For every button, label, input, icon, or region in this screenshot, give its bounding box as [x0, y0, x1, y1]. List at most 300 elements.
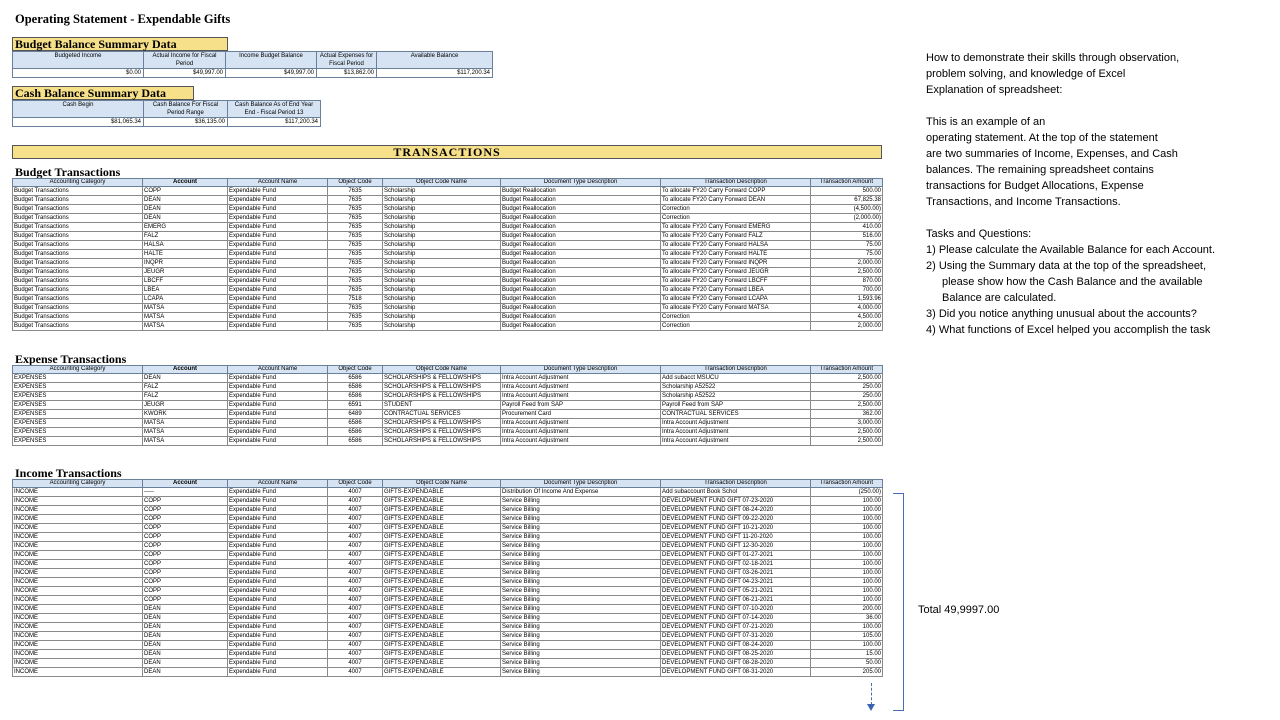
- table-cell[interactable]: INCOME: [13, 641, 143, 650]
- table-cell[interactable]: Budget Transactions: [13, 205, 143, 214]
- table-cell[interactable]: MATSA: [143, 428, 228, 437]
- table-cell[interactable]: Service Billing: [501, 587, 661, 596]
- table-cell[interactable]: DEAN: [143, 623, 228, 632]
- table-cell[interactable]: INCOME: [13, 605, 143, 614]
- table-cell[interactable]: COPP: [143, 560, 228, 569]
- table-cell[interactable]: 7635: [328, 214, 383, 223]
- table-cell[interactable]: 4007: [328, 659, 383, 668]
- table-cell[interactable]: Budget Transactions: [13, 196, 143, 205]
- table-cell[interactable]: 6586: [328, 428, 383, 437]
- table-cell[interactable]: Service Billing: [501, 542, 661, 551]
- table-cell[interactable]: INCOME: [13, 668, 143, 677]
- table-cell[interactable]: 6586: [328, 392, 383, 401]
- table-cell[interactable]: 4007: [328, 578, 383, 587]
- table-cell[interactable]: 870.00: [811, 277, 883, 286]
- table-cell[interactable]: Scholarship: [383, 250, 501, 259]
- table-cell[interactable]: 4007: [328, 641, 383, 650]
- table-cell[interactable]: KWORK: [143, 410, 228, 419]
- table-cell[interactable]: CONTRACTUAL SERVICES: [661, 410, 811, 419]
- table-cell[interactable]: 100.00: [811, 506, 883, 515]
- table-cell[interactable]: Expendable Fund: [228, 596, 328, 605]
- table-cell[interactable]: 4007: [328, 506, 383, 515]
- table-cell[interactable]: Budget Reallocation: [501, 223, 661, 232]
- table-cell[interactable]: Service Billing: [501, 614, 661, 623]
- table-cell[interactable]: Scholarship: [383, 304, 501, 313]
- table-cell[interactable]: EXPENSES: [13, 383, 143, 392]
- table-cell[interactable]: FALZ: [143, 392, 228, 401]
- table-cell[interactable]: Budget Transactions: [13, 232, 143, 241]
- table-cell[interactable]: DEVELOPMENT FUND GIFT 01-27-2021: [661, 551, 811, 560]
- table-cell[interactable]: INCOME: [13, 560, 143, 569]
- table-cell[interactable]: 7635: [328, 322, 383, 331]
- table-cell[interactable]: Expendable Fund: [228, 374, 328, 383]
- table-cell[interactable]: To allocate FY20 Carry Forward EMERG: [661, 223, 811, 232]
- table-cell[interactable]: COPP: [143, 187, 228, 196]
- table-cell[interactable]: Scholarship: [383, 277, 501, 286]
- table-cell[interactable]: Budget Transactions: [13, 250, 143, 259]
- table-cell[interactable]: COPP: [143, 569, 228, 578]
- table-cell[interactable]: Add subaccount Book Schol: [661, 488, 811, 497]
- table-cell[interactable]: DEAN: [143, 650, 228, 659]
- table-cell[interactable]: Service Billing: [501, 569, 661, 578]
- table-cell[interactable]: Scholarship: [383, 196, 501, 205]
- table-cell[interactable]: 100.00: [811, 560, 883, 569]
- table-cell[interactable]: To allocate FY20 Carry Forward JEUGR: [661, 268, 811, 277]
- table-cell[interactable]: Scholarship: [383, 214, 501, 223]
- table-cell[interactable]: (2,000.00): [811, 214, 883, 223]
- table-cell[interactable]: 4007: [328, 533, 383, 542]
- table-cell[interactable]: Scholarship: [383, 187, 501, 196]
- table-cell[interactable]: DEVELOPMENT FUND GIFT 03-26-2021: [661, 569, 811, 578]
- table-cell[interactable]: Service Billing: [501, 524, 661, 533]
- table-cell[interactable]: INCOME: [13, 515, 143, 524]
- table-cell[interactable]: SCHOLARSHIPS & FELLOWSHIPS: [383, 374, 501, 383]
- table-cell[interactable]: Service Billing: [501, 623, 661, 632]
- table-cell[interactable]: GIFTS-EXPENDABLE: [383, 623, 501, 632]
- table-cell[interactable]: DEAN: [143, 214, 228, 223]
- table-cell[interactable]: Service Billing: [501, 632, 661, 641]
- table-cell[interactable]: GIFTS-EXPENDABLE: [383, 542, 501, 551]
- table-cell[interactable]: Budget Transactions: [13, 241, 143, 250]
- table-cell[interactable]: Expendable Fund: [228, 286, 328, 295]
- table-cell[interactable]: DEVELOPMENT FUND GIFT 04-23-2021: [661, 578, 811, 587]
- table-cell[interactable]: INCOME: [13, 650, 143, 659]
- table-cell[interactable]: Intra Account Adjustment: [501, 392, 661, 401]
- table-cell[interactable]: GIFTS-EXPENDABLE: [383, 506, 501, 515]
- table-cell[interactable]: INCOME: [13, 596, 143, 605]
- table-cell[interactable]: 4007: [328, 551, 383, 560]
- table-cell[interactable]: 7635: [328, 268, 383, 277]
- table-cell[interactable]: INCOME: [13, 488, 143, 497]
- table-cell[interactable]: Scholarship: [383, 295, 501, 304]
- table-cell[interactable]: 75.00: [811, 241, 883, 250]
- table-cell[interactable]: 4007: [328, 614, 383, 623]
- table-cell[interactable]: 4007: [328, 596, 383, 605]
- table-cell[interactable]: COPP: [143, 506, 228, 515]
- table-cell[interactable]: DEAN: [143, 614, 228, 623]
- table-cell[interactable]: EMERG: [143, 223, 228, 232]
- table-cell[interactable]: To allocate FY20 Carry Forward COPP: [661, 187, 811, 196]
- table-cell[interactable]: Scholarship: [383, 241, 501, 250]
- table-cell[interactable]: Budget Reallocation: [501, 250, 661, 259]
- table-cell[interactable]: Service Billing: [501, 560, 661, 569]
- table-cell[interactable]: 7635: [328, 313, 383, 322]
- table-cell[interactable]: To allocate FY20 Carry Forward HALTE: [661, 250, 811, 259]
- table-cell[interactable]: Payroll Feed from SAP: [501, 401, 661, 410]
- table-cell[interactable]: COPP: [143, 587, 228, 596]
- table-cell[interactable]: Budget Transactions: [13, 304, 143, 313]
- table-cell[interactable]: GIFTS-EXPENDABLE: [383, 533, 501, 542]
- table-cell[interactable]: Intra Account Adjustment: [661, 437, 811, 446]
- table-cell[interactable]: Expendable Fund: [228, 506, 328, 515]
- table-cell[interactable]: GIFTS-EXPENDABLE: [383, 650, 501, 659]
- table-cell[interactable]: 6489: [328, 410, 383, 419]
- table-cell[interactable]: Service Billing: [501, 515, 661, 524]
- table-cell[interactable]: 6586: [328, 419, 383, 428]
- table-cell[interactable]: Expendable Fund: [228, 277, 328, 286]
- budget-summary-value[interactable]: $13,862.00: [317, 69, 377, 78]
- table-cell[interactable]: Service Billing: [501, 551, 661, 560]
- table-cell[interactable]: 4007: [328, 542, 383, 551]
- table-cell[interactable]: 6591: [328, 401, 383, 410]
- table-cell[interactable]: Expendable Fund: [228, 605, 328, 614]
- table-cell[interactable]: 2,500.00: [811, 437, 883, 446]
- table-cell[interactable]: 2,500.00: [811, 401, 883, 410]
- table-cell[interactable]: Correction: [661, 313, 811, 322]
- table-cell[interactable]: Expendable Fund: [228, 515, 328, 524]
- table-cell[interactable]: 7635: [328, 304, 383, 313]
- table-cell[interactable]: HALTE: [143, 250, 228, 259]
- table-cell[interactable]: CONTRACTUAL SERVICES: [383, 410, 501, 419]
- table-cell[interactable]: 2,000.00: [811, 322, 883, 331]
- table-cell[interactable]: Expendable Fund: [228, 614, 328, 623]
- table-cell[interactable]: GIFTS-EXPENDABLE: [383, 587, 501, 596]
- cash-summary-value[interactable]: $36,135.00: [144, 118, 228, 127]
- table-cell[interactable]: Correction: [661, 205, 811, 214]
- table-cell[interactable]: DEVELOPMENT FUND GIFT 11-20-2020: [661, 533, 811, 542]
- budget-summary-value[interactable]: $0.00: [13, 69, 144, 78]
- table-cell[interactable]: 4007: [328, 524, 383, 533]
- table-cell[interactable]: COPP: [143, 497, 228, 506]
- table-cell[interactable]: INCOME: [13, 569, 143, 578]
- table-cell[interactable]: Expendable Fund: [228, 659, 328, 668]
- table-cell[interactable]: 4007: [328, 587, 383, 596]
- table-cell[interactable]: Budget Transactions: [13, 322, 143, 331]
- table-cell[interactable]: 7518: [328, 295, 383, 304]
- table-cell[interactable]: 6586: [328, 437, 383, 446]
- table-cell[interactable]: Service Billing: [501, 641, 661, 650]
- table-cell[interactable]: Expendable Fund: [228, 560, 328, 569]
- table-cell[interactable]: COPP: [143, 524, 228, 533]
- table-cell[interactable]: DEVELOPMENT FUND GIFT 05-21-2021: [661, 587, 811, 596]
- table-cell[interactable]: Budget Reallocation: [501, 286, 661, 295]
- table-cell[interactable]: GIFTS-EXPENDABLE: [383, 596, 501, 605]
- table-cell[interactable]: DEAN: [143, 659, 228, 668]
- table-cell[interactable]: 1,593.96: [811, 295, 883, 304]
- table-cell[interactable]: 67,825.38: [811, 196, 883, 205]
- table-cell[interactable]: 2,000.00: [811, 259, 883, 268]
- table-cell[interactable]: INCOME: [13, 551, 143, 560]
- table-cell[interactable]: 2,500.00: [811, 428, 883, 437]
- table-cell[interactable]: Scholarship: [383, 232, 501, 241]
- table-cell[interactable]: Scholarship: [383, 286, 501, 295]
- table-cell[interactable]: Budget Transactions: [13, 268, 143, 277]
- table-cell[interactable]: DEAN: [143, 205, 228, 214]
- table-cell[interactable]: Procurement Card: [501, 410, 661, 419]
- table-cell[interactable]: COPP: [143, 542, 228, 551]
- table-cell[interactable]: HALSA: [143, 241, 228, 250]
- table-cell[interactable]: Intra Account Adjustment: [661, 428, 811, 437]
- table-cell[interactable]: DEAN: [143, 668, 228, 677]
- table-cell[interactable]: EXPENSES: [13, 401, 143, 410]
- table-cell[interactable]: Budget Transactions: [13, 286, 143, 295]
- table-cell[interactable]: -----: [143, 488, 228, 497]
- table-cell[interactable]: COPP: [143, 515, 228, 524]
- table-cell[interactable]: GIFTS-EXPENDABLE: [383, 488, 501, 497]
- table-cell[interactable]: Expendable Fund: [228, 668, 328, 677]
- table-cell[interactable]: 4,000.00: [811, 304, 883, 313]
- table-cell[interactable]: GIFTS-EXPENDABLE: [383, 659, 501, 668]
- table-cell[interactable]: GIFTS-EXPENDABLE: [383, 560, 501, 569]
- table-cell[interactable]: 4007: [328, 488, 383, 497]
- table-cell[interactable]: 250.00: [811, 392, 883, 401]
- table-cell[interactable]: Expendable Fund: [228, 187, 328, 196]
- table-cell[interactable]: (250.00): [811, 488, 883, 497]
- table-cell[interactable]: Scholarship: [383, 205, 501, 214]
- table-cell[interactable]: LCAPA: [143, 295, 228, 304]
- table-cell[interactable]: 100.00: [811, 515, 883, 524]
- table-cell[interactable]: Scholarship A52522: [661, 392, 811, 401]
- table-cell[interactable]: DEVELOPMENT FUND GIFT 10-21-2020: [661, 524, 811, 533]
- budget-summary-value[interactable]: $49,997.00: [144, 69, 226, 78]
- table-cell[interactable]: Correction: [661, 214, 811, 223]
- table-cell[interactable]: Budget Transactions: [13, 187, 143, 196]
- table-cell[interactable]: FALZ: [143, 383, 228, 392]
- table-cell[interactable]: Budget Reallocation: [501, 214, 661, 223]
- table-cell[interactable]: DEVELOPMENT FUND GIFT 06-21-2021: [661, 596, 811, 605]
- table-cell[interactable]: Budget Transactions: [13, 295, 143, 304]
- table-cell[interactable]: To allocate FY20 Carry Forward DEAN: [661, 196, 811, 205]
- table-cell[interactable]: Budget Reallocation: [501, 187, 661, 196]
- table-cell[interactable]: Service Billing: [501, 668, 661, 677]
- table-cell[interactable]: Expendable Fund: [228, 437, 328, 446]
- table-cell[interactable]: Budget Transactions: [13, 277, 143, 286]
- table-cell[interactable]: Expendable Fund: [228, 551, 328, 560]
- table-cell[interactable]: 7635: [328, 277, 383, 286]
- table-cell[interactable]: Scholarship A52522: [661, 383, 811, 392]
- table-cell[interactable]: GIFTS-EXPENDABLE: [383, 641, 501, 650]
- table-cell[interactable]: Expendable Fund: [228, 533, 328, 542]
- table-cell[interactable]: To allocate FY20 Carry Forward HALSA: [661, 241, 811, 250]
- budget-summary-value[interactable]: $49,997.00: [226, 69, 317, 78]
- table-cell[interactable]: COPP: [143, 596, 228, 605]
- table-cell[interactable]: 362.00: [811, 410, 883, 419]
- table-cell[interactable]: 7635: [328, 232, 383, 241]
- table-cell[interactable]: Expendable Fund: [228, 196, 328, 205]
- table-cell[interactable]: 4007: [328, 560, 383, 569]
- table-cell[interactable]: Expendable Fund: [228, 641, 328, 650]
- table-cell[interactable]: DEVELOPMENT FUND GIFT 08-24-2020: [661, 506, 811, 515]
- table-cell[interactable]: Budget Reallocation: [501, 232, 661, 241]
- table-cell[interactable]: Expendable Fund: [228, 410, 328, 419]
- table-cell[interactable]: Scholarship: [383, 322, 501, 331]
- table-cell[interactable]: To allocate FY20 Carry Forward LBEA: [661, 286, 811, 295]
- table-cell[interactable]: COPP: [143, 533, 228, 542]
- cash-summary-value[interactable]: $117,200.34: [228, 118, 321, 127]
- table-cell[interactable]: 7635: [328, 286, 383, 295]
- table-cell[interactable]: Scholarship: [383, 313, 501, 322]
- table-cell[interactable]: Correction: [661, 322, 811, 331]
- table-cell[interactable]: GIFTS-EXPENDABLE: [383, 551, 501, 560]
- table-cell[interactable]: DEVELOPMENT FUND GIFT 02-18-2021: [661, 560, 811, 569]
- table-cell[interactable]: INCOME: [13, 587, 143, 596]
- table-cell[interactable]: Distribution Of Income And Expense: [501, 488, 661, 497]
- table-cell[interactable]: To allocate FY20 Carry Forward INQPR: [661, 259, 811, 268]
- table-cell[interactable]: GIFTS-EXPENDABLE: [383, 578, 501, 587]
- table-cell[interactable]: EXPENSES: [13, 410, 143, 419]
- table-cell[interactable]: Intra Account Adjustment: [501, 419, 661, 428]
- table-cell[interactable]: Expendable Fund: [228, 241, 328, 250]
- table-cell[interactable]: Expendable Fund: [228, 392, 328, 401]
- table-cell[interactable]: 100.00: [811, 533, 883, 542]
- table-cell[interactable]: 4007: [328, 668, 383, 677]
- table-cell[interactable]: INCOME: [13, 578, 143, 587]
- table-cell[interactable]: SCHOLARSHIPS & FELLOWSHIPS: [383, 383, 501, 392]
- table-cell[interactable]: 4007: [328, 623, 383, 632]
- table-cell[interactable]: FALZ: [143, 232, 228, 241]
- table-cell[interactable]: Service Billing: [501, 497, 661, 506]
- table-cell[interactable]: DEVELOPMENT FUND GIFT 07-31-2020: [661, 632, 811, 641]
- table-cell[interactable]: 205.00: [811, 668, 883, 677]
- table-cell[interactable]: 7635: [328, 259, 383, 268]
- table-cell[interactable]: 7635: [328, 205, 383, 214]
- table-cell[interactable]: Expendable Fund: [228, 542, 328, 551]
- table-cell[interactable]: JEUGR: [143, 401, 228, 410]
- table-cell[interactable]: 100.00: [811, 497, 883, 506]
- table-cell[interactable]: Expendable Fund: [228, 578, 328, 587]
- table-cell[interactable]: LBCFF: [143, 277, 228, 286]
- table-cell[interactable]: DEVELOPMENT FUND GIFT 07-10-2020: [661, 605, 811, 614]
- table-cell[interactable]: 7635: [328, 250, 383, 259]
- table-cell[interactable]: 516.00: [811, 232, 883, 241]
- table-cell[interactable]: Service Billing: [501, 578, 661, 587]
- table-cell[interactable]: (4,500.00): [811, 205, 883, 214]
- table-cell[interactable]: 100.00: [811, 641, 883, 650]
- table-cell[interactable]: Budget Reallocation: [501, 277, 661, 286]
- table-cell[interactable]: INQPR: [143, 259, 228, 268]
- table-cell[interactable]: LBEA: [143, 286, 228, 295]
- table-cell[interactable]: 105.00: [811, 632, 883, 641]
- table-cell[interactable]: Budget Reallocation: [501, 304, 661, 313]
- table-cell[interactable]: Budget Reallocation: [501, 313, 661, 322]
- table-cell[interactable]: SCHOLARSHIPS & FELLOWSHIPS: [383, 437, 501, 446]
- table-cell[interactable]: Intra Account Adjustment: [661, 419, 811, 428]
- table-cell[interactable]: Budget Reallocation: [501, 295, 661, 304]
- table-cell[interactable]: INCOME: [13, 524, 143, 533]
- table-cell[interactable]: Expendable Fund: [228, 250, 328, 259]
- table-cell[interactable]: 500.00: [811, 187, 883, 196]
- table-cell[interactable]: 4007: [328, 632, 383, 641]
- table-cell[interactable]: To allocate FY20 Carry Forward MATSA: [661, 304, 811, 313]
- table-cell[interactable]: Expendable Fund: [228, 623, 328, 632]
- table-cell[interactable]: Expendable Fund: [228, 488, 328, 497]
- table-cell[interactable]: Expendable Fund: [228, 322, 328, 331]
- table-cell[interactable]: Intra Account Adjustment: [501, 428, 661, 437]
- table-cell[interactable]: Expendable Fund: [228, 223, 328, 232]
- table-cell[interactable]: Budget Transactions: [13, 313, 143, 322]
- table-cell[interactable]: 4007: [328, 605, 383, 614]
- table-cell[interactable]: DEVELOPMENT FUND GIFT 09-22-2020: [661, 515, 811, 524]
- table-cell[interactable]: EXPENSES: [13, 419, 143, 428]
- table-cell[interactable]: 7635: [328, 241, 383, 250]
- table-cell[interactable]: Service Billing: [501, 605, 661, 614]
- table-cell[interactable]: 7635: [328, 223, 383, 232]
- table-cell[interactable]: Expendable Fund: [228, 214, 328, 223]
- table-cell[interactable]: EXPENSES: [13, 374, 143, 383]
- table-cell[interactable]: 4007: [328, 650, 383, 659]
- table-cell[interactable]: Expendable Fund: [228, 428, 328, 437]
- table-cell[interactable]: Add subacct MSUCU: [661, 374, 811, 383]
- table-cell[interactable]: Scholarship: [383, 223, 501, 232]
- table-cell[interactable]: 100.00: [811, 623, 883, 632]
- table-cell[interactable]: Service Billing: [501, 650, 661, 659]
- table-cell[interactable]: MATSA: [143, 437, 228, 446]
- table-cell[interactable]: Budget Transactions: [13, 214, 143, 223]
- table-cell[interactable]: Intra Account Adjustment: [501, 374, 661, 383]
- table-cell[interactable]: Budget Reallocation: [501, 259, 661, 268]
- table-cell[interactable]: 2,500.00: [811, 268, 883, 277]
- table-cell[interactable]: Expendable Fund: [228, 401, 328, 410]
- table-cell[interactable]: MATSA: [143, 322, 228, 331]
- table-cell[interactable]: Expendable Fund: [228, 524, 328, 533]
- table-cell[interactable]: Expendable Fund: [228, 268, 328, 277]
- table-cell[interactable]: INCOME: [13, 632, 143, 641]
- table-cell[interactable]: Budget Transactions: [13, 259, 143, 268]
- table-cell[interactable]: COPP: [143, 578, 228, 587]
- table-cell[interactable]: 6586: [328, 383, 383, 392]
- table-cell[interactable]: SCHOLARSHIPS & FELLOWSHIPS: [383, 428, 501, 437]
- table-cell[interactable]: Expendable Fund: [228, 497, 328, 506]
- table-cell[interactable]: Intra Account Adjustment: [501, 383, 661, 392]
- table-cell[interactable]: Service Billing: [501, 533, 661, 542]
- table-cell[interactable]: GIFTS-EXPENDABLE: [383, 668, 501, 677]
- table-cell[interactable]: 100.00: [811, 542, 883, 551]
- table-cell[interactable]: DEAN: [143, 641, 228, 650]
- table-cell[interactable]: Payroll Feed from SAP: [661, 401, 811, 410]
- table-cell[interactable]: 100.00: [811, 551, 883, 560]
- table-cell[interactable]: GIFTS-EXPENDABLE: [383, 515, 501, 524]
- table-cell[interactable]: Scholarship: [383, 268, 501, 277]
- table-cell[interactable]: DEAN: [143, 374, 228, 383]
- table-cell[interactable]: Expendable Fund: [228, 383, 328, 392]
- table-cell[interactable]: DEVELOPMENT FUND GIFT 12-30-2020: [661, 542, 811, 551]
- table-cell[interactable]: Expendable Fund: [228, 295, 328, 304]
- table-cell[interactable]: Expendable Fund: [228, 419, 328, 428]
- table-cell[interactable]: 75.00: [811, 250, 883, 259]
- table-cell[interactable]: MATSA: [143, 313, 228, 322]
- table-cell[interactable]: Service Billing: [501, 506, 661, 515]
- table-cell[interactable]: Budget Transactions: [13, 223, 143, 232]
- table-cell[interactable]: Expendable Fund: [228, 650, 328, 659]
- table-cell[interactable]: DEVELOPMENT FUND GIFT 08-28-2020: [661, 659, 811, 668]
- table-cell[interactable]: DEVELOPMENT FUND GIFT 07-23-2020: [661, 497, 811, 506]
- table-cell[interactable]: 100.00: [811, 587, 883, 596]
- table-cell[interactable]: Expendable Fund: [228, 205, 328, 214]
- table-cell[interactable]: DEVELOPMENT FUND GIFT 08-31-2020: [661, 668, 811, 677]
- table-cell[interactable]: To allocate FY20 Carry Forward FALZ: [661, 232, 811, 241]
- table-cell[interactable]: Expendable Fund: [228, 304, 328, 313]
- table-cell[interactable]: DEAN: [143, 632, 228, 641]
